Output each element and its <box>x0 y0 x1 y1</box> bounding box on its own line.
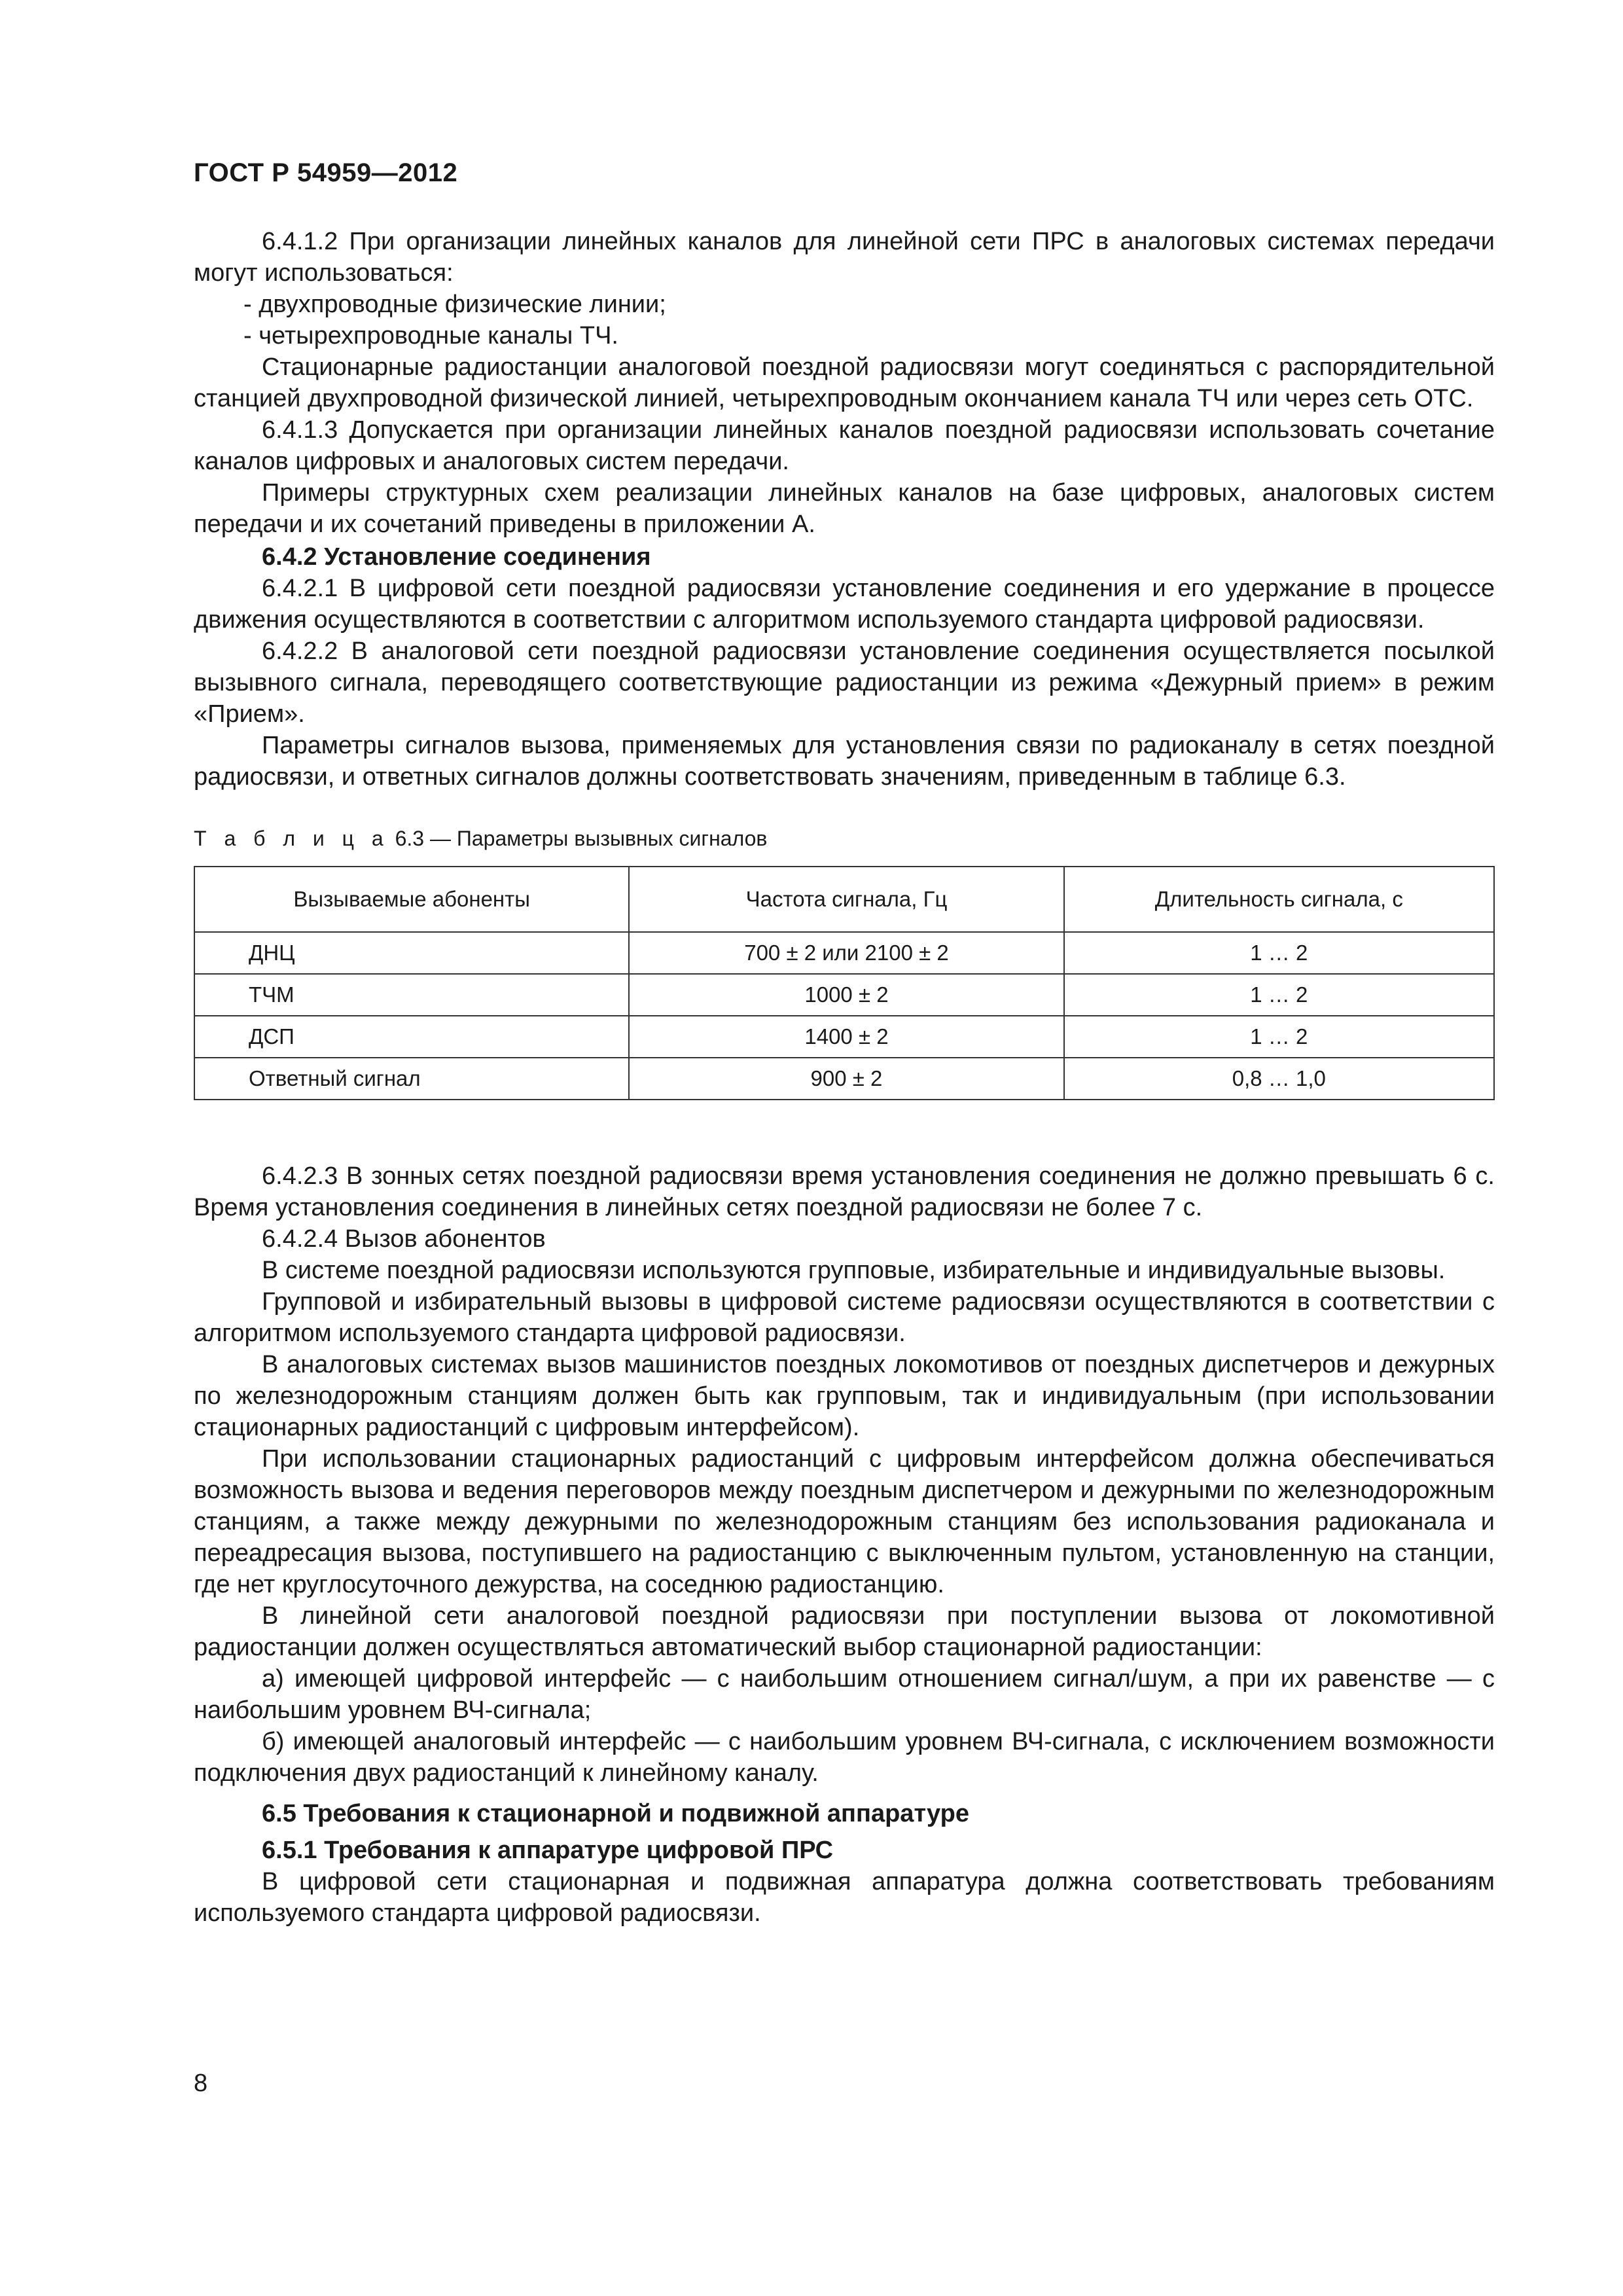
paragraph: 6.4.2.2 В аналоговой сети поездной радиосвязи установление соединения осуществляется посылкой вызывного сигнала, переводящего соответствующие радиостанции из режима «Дежурный прием» в режим «Прием». <box>194 637 1495 728</box>
paragraph: В цифровой сети стационарная и подвижная аппаратура должна соответствовать требованиям используемого стандарта цифровой радиосвязи. <box>194 1868 1495 1927</box>
page-content <box>194 226 1495 1929</box>
table-caption-title: 6.3 — Параметры вызывных сигналов <box>389 827 768 850</box>
table-cell: 1 … 2 <box>1064 974 1494 1016</box>
table-cell: 1400 ± 2 <box>629 1016 1063 1058</box>
table-cell: 1 … 2 <box>1064 932 1494 974</box>
section-heading: 6.5 Требования к стационарной и подвижной аппаратуре <box>262 1800 969 1827</box>
page-number: 8 <box>194 2070 208 2097</box>
section-after-table <box>194 1160 1495 1929</box>
table-cell: 900 ± 2 <box>629 1058 1063 1100</box>
paragraph: б) имеющей аналоговый интерфейс — с наибольшим уровнем ВЧ-сигнала, с исключением возможности подключения двух радиостанций к линейному каналу. <box>194 1728 1495 1787</box>
paragraph: Примеры структурных схем реализации линейных каналов на базе цифровых, аналоговых систем передачи и их сочетаний приведены в приложении А. <box>194 479 1495 538</box>
table-cell: ТЧМ <box>194 974 629 1016</box>
column-header: Частота сигнала, Гц <box>629 867 1063 932</box>
table-cell: Ответный сигнал <box>194 1058 629 1100</box>
table-caption-label: Т а б л и ц а <box>194 827 389 850</box>
table-cell: ДСП <box>194 1016 629 1058</box>
table-row <box>194 974 1494 1016</box>
column-header: Вызываемые абоненты <box>194 867 629 932</box>
paragraph: В аналоговых системах вызов машинистов поездных локомотивов от поездных диспетчеров и дежурных по железнодорожным станциям должен быть как групповым, так и индивидуальным (при использовании стационарных радиостанций с цифровым интерфейсом). <box>194 1351 1495 1441</box>
list-item: - двухпроводные физические линии; <box>243 291 666 318</box>
table-cell: 700 ± 2 или 2100 ± 2 <box>629 932 1063 974</box>
table-header-row <box>194 867 1494 932</box>
paragraph: 6.4.1.3 Допускается при организации линейных каналов поездной радиосвязи использовать сочетание каналов цифровых и аналоговых систем передачи. <box>194 416 1495 475</box>
subsection-heading: 6.5.1 Требования к аппаратуре цифровой ПРС <box>262 1837 834 1864</box>
paragraph: В линейной сети аналоговой поездной радиосвязи при поступлении вызова от локомотивной радиостанции должен осуществляться автоматический выбор стационарной радиостанции: <box>194 1602 1495 1661</box>
paragraph: а) имеющей цифровой интерфейс — с наибольшим отношением сигнал/шум, а при их равенстве — с наибольшим уровнем ВЧ-сигнала; <box>194 1665 1495 1724</box>
signal-parameters-table <box>194 866 1495 1100</box>
list-item: - четырехпроводные каналы ТЧ. <box>243 322 618 350</box>
table-row <box>194 932 1494 974</box>
paragraph: 6.4.2.1 В цифровой сети поездной радиосвязи установление соединения и его удержание в процессе движения осуществляются в соответствии с алгоритмом используемого стандарта цифровой радиосвязи. <box>194 575 1495 634</box>
paragraph: 6.4.2.3 В зонных сетях поездной радиосвязи время установления соединения не должно превышать 6 с. Время установления соединения в линейных сетях поездной радиосвязи не более 7 с. <box>194 1162 1495 1221</box>
table-row <box>194 1016 1494 1058</box>
document-header: ГОСТ Р 54959—2012 <box>194 158 458 187</box>
table-cell: 1 … 2 <box>1064 1016 1494 1058</box>
paragraph: Групповой и избирательный вызовы в цифровой системе радиосвязи осуществляются в соответствии с алгоритмом используемого стандарта цифровой радиосвязи. <box>194 1288 1495 1347</box>
table-caption <box>194 825 1495 852</box>
table-row <box>194 1058 1494 1100</box>
paragraph: 6.4.2.4 Вызов абонентов <box>262 1225 546 1253</box>
table-cell: 0,8 … 1,0 <box>1064 1058 1494 1100</box>
table-cell: ДНЦ <box>194 932 629 974</box>
table-cell: 1000 ± 2 <box>629 974 1063 1016</box>
paragraph: Параметры сигналов вызова, применяемых для установления связи по радиоканалу в сетях поездной радиосвязи, и ответных сигналов должны соответствовать значениям, приведенным в таблице 6.3. <box>194 732 1495 791</box>
column-header: Длительность сигнала, с <box>1064 867 1494 932</box>
paragraph: 6.4.1.2 При организации линейных каналов для линейной сети ПРС в аналоговых системах передачи могут использоваться: <box>194 228 1495 287</box>
paragraph: Стационарные радиостанции аналоговой поездной радиосвязи могут соединяться с распорядительной станцией двухпроводной физической линией, четырехпроводным окончанием канала ТЧ или через сеть ОТС. <box>194 353 1495 412</box>
paragraph: При использовании стационарных радиостанций с цифровым интерфейсом должна обеспечиваться возможность вызова и ведения переговоров между поездным диспетчером и дежурными по железнодорожным станциям, а также между дежурными по железнодорожным станциям без использования радиоканала и переадресация вызова, поступившего на радиостанцию с выключенным пультом, установленную на станции, где нет круглосуточного дежурства, на соседнюю радиостанцию. <box>194 1445 1495 1598</box>
section-heading: 6.4.2 Установление соединения <box>262 543 651 571</box>
paragraph: В системе поездной радиосвязи используются групповые, избирательные и индивидуальные вызовы. <box>262 1257 1446 1284</box>
